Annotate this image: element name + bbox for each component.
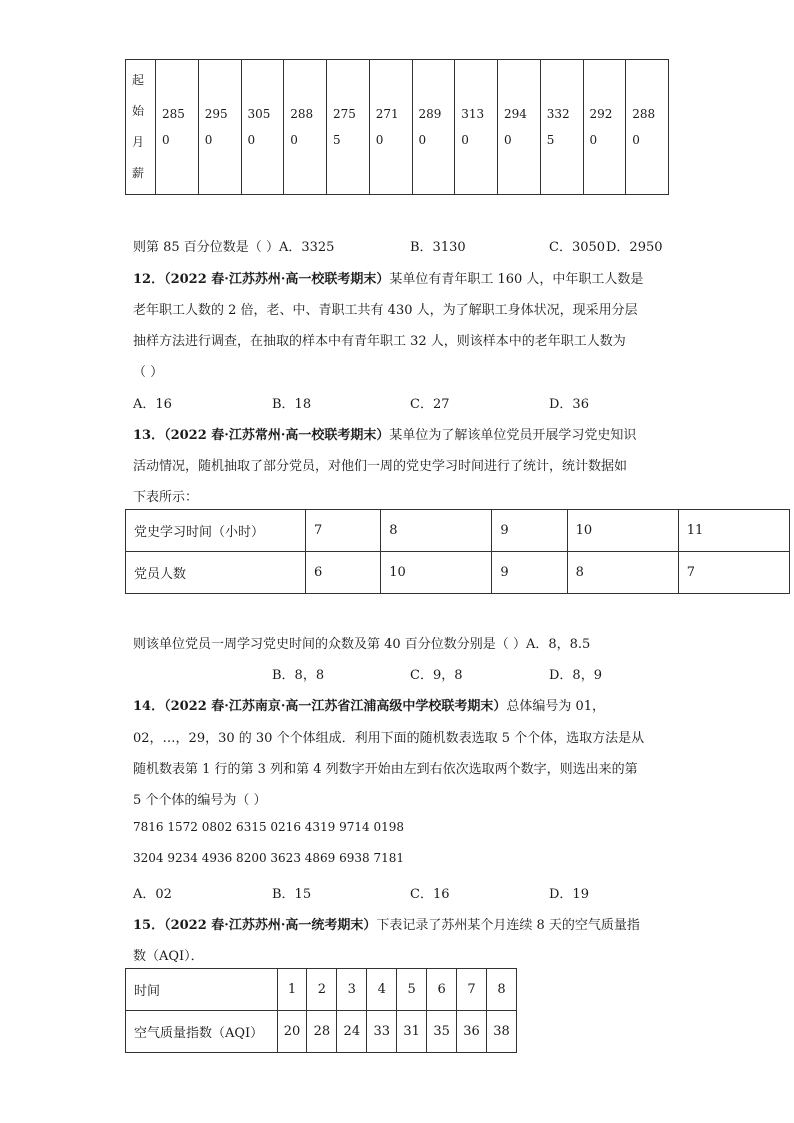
- salary-table-header: 起 始 月 薪: [126, 60, 156, 195]
- study-time-cell: 11: [678, 510, 789, 552]
- salary-table: [125, 59, 669, 195]
- q12-text: 某单位有青年职工 160 人，中年职工人数是: [389, 272, 644, 287]
- salary-cell: 305 0: [241, 60, 284, 195]
- study-time-label: 党史学习时间（小时）: [126, 510, 306, 552]
- aqi-cell: 33: [367, 1011, 397, 1053]
- q13-option-c: C．9，8: [410, 668, 463, 683]
- salary-cell: 288 0: [284, 60, 327, 195]
- q12-line3: 抽样方法进行调查，在抽取的样本中有青年职工 32 人，则该样本中的老年职工人数为: [133, 334, 626, 349]
- study-time-cell: 8: [381, 510, 492, 552]
- day-cell: 3: [337, 969, 367, 1011]
- salary-cell: 285 0: [156, 60, 199, 195]
- q14-option-d: D．19: [549, 887, 589, 902]
- q14-option-a: A．02: [133, 887, 172, 902]
- member-count-cell: 9: [492, 552, 567, 594]
- salary-cell: 295 0: [198, 60, 241, 195]
- q13-line3: 下表所示：: [133, 490, 199, 505]
- q14-line1: [133, 695, 605, 714]
- q14-option-b: B．15: [272, 887, 312, 902]
- aqi-cell: 36: [457, 1011, 487, 1053]
- aqi-cell: 20: [277, 1011, 307, 1053]
- q14-line3: 随机数表第 1 行的第 3 列和第 4 列数字开始由左到右依次选取两个数字，则选出来的第: [133, 762, 638, 777]
- q14-text: 总体编号为 01，: [506, 699, 606, 714]
- study-time-cell: 7: [306, 510, 381, 552]
- day-cell: 5: [397, 969, 427, 1011]
- day-cell: 1: [277, 969, 307, 1011]
- q15-line1: [133, 914, 640, 933]
- day-cell: 8: [486, 969, 516, 1011]
- q13-text: 某单位为了解该单位党员开展学习党史知识: [389, 428, 637, 443]
- aqi-label: 空气质量指数（AQI）: [126, 1011, 278, 1053]
- study-time-table: [125, 509, 790, 594]
- member-count-cell: 7: [678, 552, 789, 594]
- study-time-cell: 10: [567, 510, 678, 552]
- q15-line2: 数（AQI）．: [133, 949, 204, 964]
- q14-source: 14．（2022 春·江苏南京·高一江苏省江浦高级中学校联考期末）: [133, 699, 507, 714]
- q12-option-c: C．27: [410, 397, 450, 412]
- q13-option-d: D．8，9: [549, 668, 602, 683]
- q13-line1: [133, 424, 636, 443]
- aqi-table: [125, 968, 517, 1053]
- random-table-row2: 3204 9234 4936 8200 3623 4869 6938 7181: [133, 851, 405, 865]
- aqi-cell: 24: [337, 1011, 367, 1053]
- salary-cell: 288 0: [626, 60, 669, 195]
- salary-cell: 294 0: [498, 60, 541, 195]
- q13-option-b: B．8，8: [272, 668, 325, 683]
- q12-line2: 老年职工人数的 2 倍，老、中、青职工共有 430 人，为了解职工身体状况，现采用分层: [133, 303, 638, 318]
- salary-cell: 275 5: [327, 60, 370, 195]
- member-count-cell: 10: [381, 552, 492, 594]
- day-cell: 2: [307, 969, 337, 1011]
- q11-option-d: D．2950: [606, 240, 663, 255]
- study-time-cell: 9: [492, 510, 567, 552]
- q12-option-d: D．36: [549, 397, 589, 412]
- aqi-cell: 31: [397, 1011, 427, 1053]
- day-label: 时间: [126, 969, 278, 1011]
- aqi-cell: 35: [427, 1011, 457, 1053]
- day-cell: 7: [457, 969, 487, 1011]
- q15-source: 15．（2022 春·江苏苏州·高一统考期末）: [133, 918, 377, 933]
- day-cell: 6: [427, 969, 457, 1011]
- salary-cell: 313 0: [455, 60, 498, 195]
- q14-option-c: C．16: [410, 887, 450, 902]
- q12-line1: [133, 268, 643, 287]
- day-cell: 4: [367, 969, 397, 1011]
- member-count-cell: 6: [306, 552, 381, 594]
- aqi-cell: 28: [307, 1011, 337, 1053]
- member-count-label: 党员人数: [126, 552, 306, 594]
- salary-cell: 332 5: [540, 60, 583, 195]
- q15-text: 下表记录了苏州某个月连续 8 天的空气质量指: [376, 918, 640, 933]
- q12-option-b: B．18: [272, 397, 312, 412]
- q13-source: 13．（2022 春·江苏常州·高一校联考期末）: [133, 428, 390, 443]
- q11-option-c: C．3050: [549, 240, 606, 255]
- member-count-cell: 8: [567, 552, 678, 594]
- q13-question: 则该单位党员一周学习党史时间的众数及第 40 百分位数分别是（ ）A．8，8.5: [133, 637, 591, 652]
- salary-cell: 292 0: [583, 60, 626, 195]
- q14-line2: 02，…，29，30 的 30 个个体组成．利用下面的随机数表选取 5 个个体，选取方法是从: [133, 731, 645, 746]
- q12-source: 12．（2022 春·江苏苏州·高一校联考期末）: [133, 272, 390, 287]
- q14-line4: 5 个个体的编号为（ ）: [133, 793, 267, 808]
- q11-option-b: B．3130: [410, 240, 466, 255]
- q13-line2: 活动情况，随机抽取了部分党员，对他们一周的党史学习时间进行了统计，统计数据如: [133, 459, 628, 474]
- q11-question: 则第 85 百分位数是（ ）A．3325: [133, 240, 335, 255]
- random-table-row1: 7816 1572 0802 6315 0216 4319 9714 0198: [133, 820, 405, 834]
- q12-option-a: A．16: [133, 397, 172, 412]
- salary-cell: 289 0: [412, 60, 455, 195]
- salary-cell: 271 0: [369, 60, 412, 195]
- aqi-cell: 38: [486, 1011, 516, 1053]
- q12-line4: （ ）: [133, 365, 164, 380]
